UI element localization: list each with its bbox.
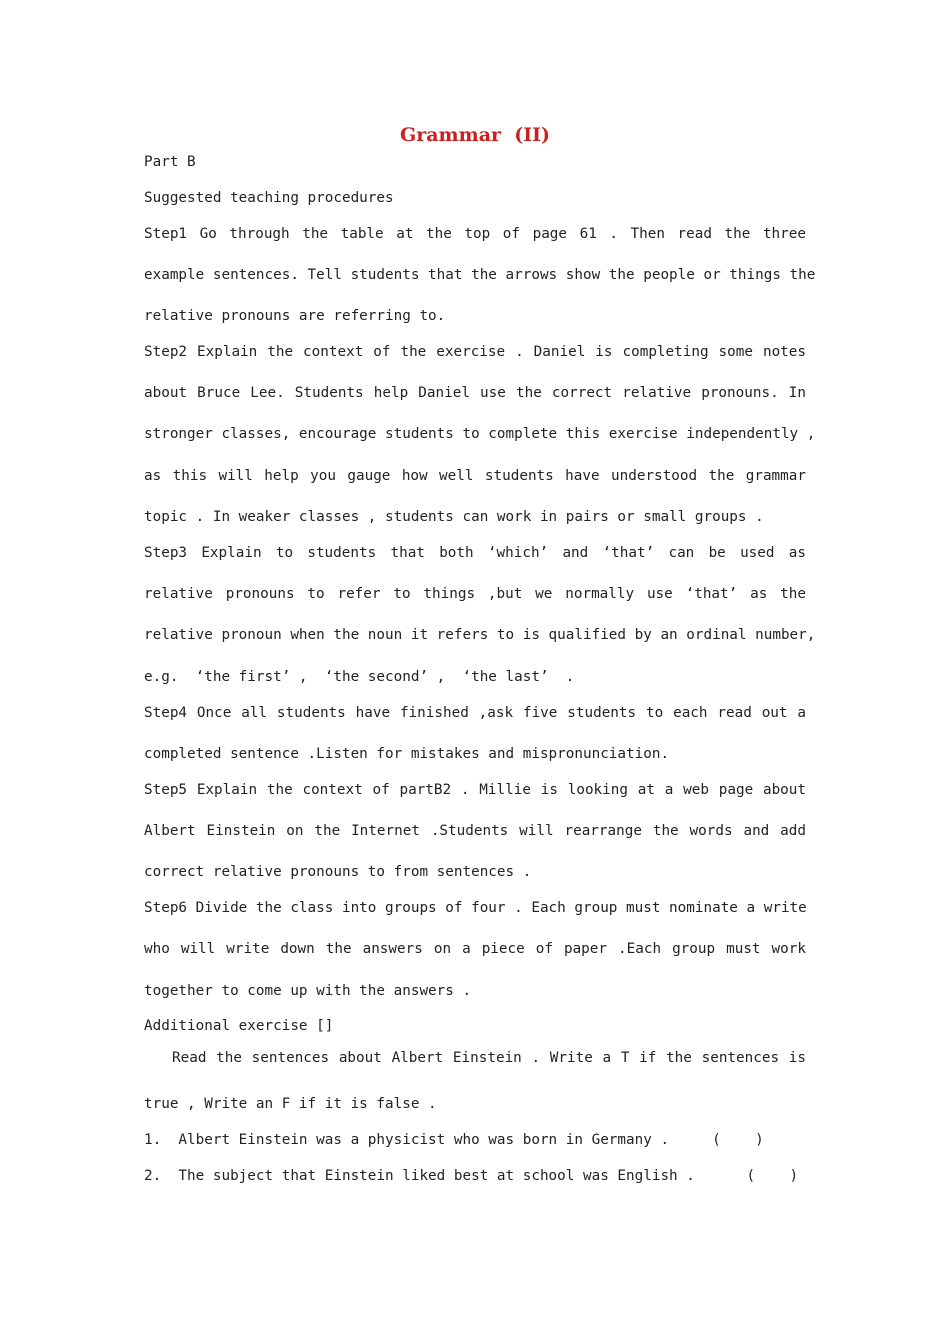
step4-line-1: Step4 Once all students have finished ,ask five students to each read out a bbox=[144, 705, 806, 721]
instruction-line-1: Read the sentences about Albert Einstein . Write a T if the sentences is bbox=[172, 1050, 806, 1066]
question-1: 1. Albert Einstein was a physicist who was born in Germany . ( ) bbox=[144, 1132, 764, 1148]
step4-line-2: completed sentence .Listen for mistakes and mispronunciation. bbox=[144, 746, 670, 762]
step3-line-2: relative pronouns to refer to things ,but we normally use ‘that’ as the bbox=[144, 586, 806, 602]
step3-line-4: e.g. ‘the first’ , ‘the second’ , ‘the last’ . bbox=[144, 669, 575, 685]
step2-line-4: as this will help you gauge how well students have understood the grammar bbox=[144, 468, 806, 484]
step5-line-3: correct relative pronouns to from sentences . bbox=[144, 864, 532, 880]
instruction-line-2: true , Write an F if it is false . bbox=[144, 1096, 437, 1112]
step2-line-5: topic . In weaker classes , students can work in pairs or small groups . bbox=[144, 509, 764, 525]
part-label: Part B bbox=[144, 154, 196, 170]
step6-line-3: together to come up with the answers . bbox=[144, 983, 472, 999]
step1-line-1: Step1 Go through the table at the top of page 61 . Then read the three bbox=[144, 226, 806, 242]
section-heading: Suggested teaching procedures bbox=[144, 190, 394, 206]
step6-line-1: Step6 Divide the class into groups of four . Each group must nominate a write bbox=[144, 900, 807, 916]
step1-line-2: example sentences. Tell students that the arrows show the people or things the bbox=[144, 267, 816, 283]
step3-line-3: relative pronoun when the noun it refers to is qualified by an ordinal number, bbox=[144, 627, 816, 643]
step2-line-1: Step2 Explain the context of the exercise . Daniel is completing some notes bbox=[144, 344, 806, 360]
additional-exercise-heading: Additional exercise [] bbox=[144, 1018, 334, 1034]
question-2: 2. The subject that Einstein liked best at school was English . ( ) bbox=[144, 1168, 799, 1184]
step2-line-3: stronger classes, encourage students to complete this exercise independently , bbox=[144, 426, 816, 442]
step6-line-2: who will write down the answers on a piece of paper .Each group must work bbox=[144, 941, 806, 957]
page-title: Grammar (II) bbox=[399, 124, 551, 146]
step1-line-3: relative pronouns are referring to. bbox=[144, 308, 446, 324]
step5-line-2: Albert Einstein on the Internet .Students will rearrange the words and add bbox=[144, 823, 806, 839]
step2-line-2: about Bruce Lee. Students help Daniel use the correct relative pronouns. In bbox=[144, 385, 806, 401]
step5-line-1: Step5 Explain the context of partB2 . Millie is looking at a web page about bbox=[144, 782, 806, 798]
step3-line-1: Step3 Explain to students that both ‘which’ and ‘that’ can be used as bbox=[144, 545, 806, 561]
